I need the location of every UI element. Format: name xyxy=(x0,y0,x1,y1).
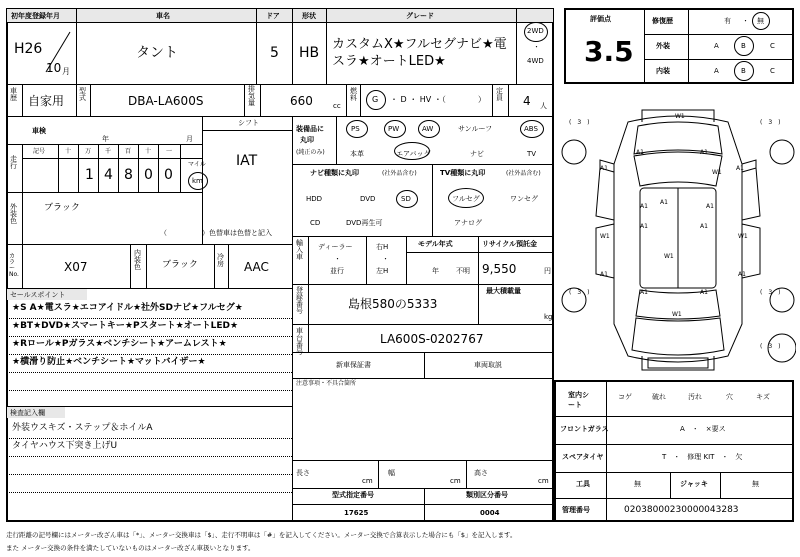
height-unit: cm xyxy=(538,477,549,485)
footer-line-1: 走行距離の記号欄にはメーター改ざん車は「*」、メーター交換車は「$」、走行不明車は「#」を記入してください。メーター交換で合算表示した場合にも「$」を記入します。 xyxy=(6,531,517,539)
odometer-label: 走行 xyxy=(10,155,17,170)
shape-label: 形状 xyxy=(302,12,316,20)
navi-sd: SD xyxy=(401,195,411,203)
repair-dot: ・ xyxy=(742,17,749,25)
model-value: DBA-LA600S xyxy=(128,94,204,108)
odo-unit-1: 十 xyxy=(65,148,72,155)
tools-value: 無 xyxy=(634,480,641,488)
tv-fullseg: フルセグ xyxy=(452,195,480,203)
color-no-label: カラーNo. xyxy=(9,253,19,278)
mark-6: A1 xyxy=(700,149,708,156)
width-unit: cm xyxy=(450,477,461,485)
grade-value: カスタムX★フルセグナビ★電スラ★オートLED★ xyxy=(332,37,507,69)
repair-yes: 有 xyxy=(724,17,731,25)
max-load-unit: kg xyxy=(544,313,553,321)
odo-digit-3: 8 xyxy=(124,167,133,183)
reg-month: 10 xyxy=(46,61,62,75)
mark-11: W1 xyxy=(738,233,748,240)
equip-leather: 本革 xyxy=(350,150,364,158)
car-name-label: 車名 xyxy=(156,12,170,20)
recycle-unit: 円 xyxy=(544,267,551,275)
equip-aw: AW xyxy=(422,125,434,133)
spare-value: T ・ 修理 KIT ・ 欠 xyxy=(662,453,743,461)
model-label: 型式 xyxy=(79,87,86,102)
handle-left: 左H xyxy=(376,267,389,275)
odo-unit-3: 千 xyxy=(105,148,112,155)
tools-label: 工具 xyxy=(576,480,590,488)
mark-1: W1 xyxy=(675,113,685,120)
drive-4wd: 4WD xyxy=(527,57,544,65)
car-damage-diagram xyxy=(560,104,796,376)
shaken-year: 年 xyxy=(102,135,109,143)
displacement-value: 660 xyxy=(290,94,313,108)
spare-label: スペアタイヤ xyxy=(562,453,604,461)
tv-sub: (社外品含む) xyxy=(506,170,541,177)
odometer-kigo: 記号 xyxy=(33,148,46,155)
exterior-a: A xyxy=(714,42,719,50)
repair-no: 無 xyxy=(757,17,764,25)
shift-label: シフト xyxy=(238,119,259,127)
type-designation-label: 型式指定番号 xyxy=(332,491,374,499)
category-label: 類別区分番号 xyxy=(466,491,508,499)
capacity-unit: 人 xyxy=(540,102,547,110)
shape-value: HB xyxy=(299,45,320,61)
navi-sub: (社外品含む) xyxy=(382,170,417,177)
shaken-label: 車検 xyxy=(32,127,46,135)
recycle-label: リサイクル預託金 xyxy=(482,240,538,248)
seat-label: 室内シート xyxy=(568,391,589,409)
interior-c: C xyxy=(770,67,775,75)
bracket-bl: ( 3 ) xyxy=(569,289,590,296)
odo-digit-2: 4 xyxy=(104,167,113,183)
usage-value: 自家用 xyxy=(28,94,65,108)
bracket-br: ( 3 ) xyxy=(760,289,781,296)
length-unit: cm xyxy=(362,477,373,485)
odo-km: km xyxy=(192,177,203,185)
drive-dot: ・ xyxy=(533,43,540,51)
equip-navi: ナビ xyxy=(470,150,484,158)
tv-analog: アナログ xyxy=(454,219,482,227)
interior-color-value: ブラック xyxy=(162,260,198,270)
warranty-manual: 車両取説 xyxy=(474,361,502,369)
type-designation-value: 17625 xyxy=(344,509,369,517)
equip-label-2: 丸印 xyxy=(300,136,314,144)
door-count: 5 xyxy=(270,45,279,61)
jack-label: ジャッキ xyxy=(680,480,708,488)
seat-yogore: 汚れ xyxy=(688,393,702,401)
shift-value: IAT xyxy=(236,153,258,169)
mark-13: A1 xyxy=(700,223,708,230)
fuel-g: G xyxy=(372,95,379,104)
color-no-value: X07 xyxy=(64,260,88,274)
footer-line-2: また メーター交換の条件を満たしていないものはメーター改ざん車扱いとなります。 xyxy=(6,544,255,552)
header-band xyxy=(7,9,553,22)
navi-dvd-play: DVD再生可 xyxy=(346,219,383,227)
odo-mile: マイル xyxy=(188,161,206,168)
seat-koge: コゲ xyxy=(618,393,632,401)
shaken-month: 月 xyxy=(186,135,193,143)
odo-unit-2: 万 xyxy=(85,148,92,155)
usage-label: 車歴 xyxy=(10,87,17,102)
displacement-label: 排気量 xyxy=(248,85,255,107)
equip-tv: TV xyxy=(527,150,537,158)
mark-2: W1 xyxy=(712,169,722,176)
tv-oneseg: ワンセグ xyxy=(510,195,538,203)
seat-ana: 穴 xyxy=(726,393,733,401)
handle-right: 右H xyxy=(376,243,389,251)
interior-a: A xyxy=(714,67,719,75)
exterior-b: B xyxy=(741,42,746,50)
sales-label: セールスポイント xyxy=(10,291,66,299)
mark-7: A1 xyxy=(660,199,668,206)
fuel-label: 燃料 xyxy=(350,87,357,102)
color-label: 外装色 xyxy=(10,203,17,225)
chassis-label: 車台番号 xyxy=(296,327,303,356)
mark-9: A1 xyxy=(706,203,714,210)
category-value: 0004 xyxy=(480,509,500,517)
import-dot: ・ xyxy=(334,255,341,263)
height-label: 高さ xyxy=(474,469,488,477)
score-value: 3.5 xyxy=(584,35,634,68)
length-label: 長さ xyxy=(296,469,310,477)
model-year-label: モデル年式 xyxy=(418,240,453,248)
car-name: タント xyxy=(136,45,178,61)
capacity-value: 4 xyxy=(523,94,531,108)
sales-line-1: ★S A★電スラ★エコアイドル★社外SDナビ★フルセグ★ xyxy=(12,303,243,313)
color-note: （ ）色替車は色替と記入 xyxy=(160,229,272,237)
mark-18: A1 xyxy=(700,289,708,296)
mark-3: A1 xyxy=(600,165,608,172)
sales-line-3: ★Rロール★Pガラス★ベンチシート★アームレスト★ xyxy=(12,339,227,349)
inspection-label: 検査記入欄 xyxy=(10,409,45,417)
inspection-line-2: タイヤハウス下突き上げU xyxy=(12,441,118,451)
color-value: ブラック xyxy=(44,203,80,213)
interior-b: B xyxy=(741,67,746,75)
navi-dvd: DVD xyxy=(360,195,376,203)
mark-15: A1 xyxy=(600,271,608,278)
equip-ps: PS xyxy=(351,125,360,133)
odo-digit-5: 0 xyxy=(164,167,173,183)
mark-8: A1 xyxy=(640,203,648,210)
mgmt-label: 管理番号 xyxy=(562,506,590,514)
month-unit: 月 xyxy=(62,67,70,76)
interior-color-label: 内装色 xyxy=(134,249,141,271)
mark-4: A1 xyxy=(736,165,744,172)
seat-kizu: キズ xyxy=(756,393,770,401)
navi-label: ナビ種類に丸印 xyxy=(310,169,359,177)
odo-unit-4: 百 xyxy=(125,148,132,155)
registration-value: 島根580の5333 xyxy=(348,297,438,311)
ac-label: 冷房 xyxy=(217,253,224,268)
navi-hdd: HDD xyxy=(306,195,323,203)
equip-airbag: エアバッグ xyxy=(396,150,431,158)
equip-sub: (純正のみ) xyxy=(296,149,325,156)
exterior-c: C xyxy=(770,42,775,50)
chassis-value: LA600S-0202767 xyxy=(380,332,484,346)
mgmt-value: 02038000230000043283 xyxy=(624,505,739,515)
repair-label: 修復歴 xyxy=(652,17,673,25)
mark-5: A1 xyxy=(636,149,644,156)
score-label: 評価点 xyxy=(590,15,611,23)
jack-value: 無 xyxy=(752,480,759,488)
seat-yabure: 破れ xyxy=(652,393,666,401)
mark-12: A1 xyxy=(640,223,648,230)
capacity-label: 定員 xyxy=(496,87,503,102)
fuel-options: ・ D ・ HV ・（ ） xyxy=(390,95,486,104)
import-parallel: 並行 xyxy=(330,267,344,275)
bracket-tr: ( 3 ) xyxy=(760,119,781,126)
odo-unit-6: 一 xyxy=(166,148,173,155)
equip-sunroof: サンルーフ xyxy=(458,125,493,133)
import-dealer: ディーラー xyxy=(318,243,353,251)
model-year-year: 年 xyxy=(432,267,439,275)
reg-date-label: 初年度登録年月 xyxy=(11,12,60,20)
sales-line-4: ★横滑り防止★ベンチシート★マットバイザー★ xyxy=(12,357,206,367)
odo-unit-5: 十 xyxy=(145,148,152,155)
equip-pw: PW xyxy=(388,125,400,133)
width-label: 幅 xyxy=(388,469,395,477)
registration-label: 登録番号 xyxy=(296,286,303,315)
reg-era: H26 xyxy=(14,41,43,57)
mark-16: A1 xyxy=(738,271,746,278)
interior-grade-label: 内装 xyxy=(656,67,670,75)
mark-17: A1 xyxy=(640,289,648,296)
bracket-tl: ( 3 ) xyxy=(569,119,590,126)
equip-label-1: 装備品に xyxy=(296,125,324,133)
import-label: 輸入車 xyxy=(296,239,303,261)
inspection-line-1: 外装ウスキズ・ステップ＆ホイルA xyxy=(12,423,153,433)
recycle-value: 9,550 xyxy=(482,262,517,276)
notes-label: 注意事項・不具合箇所 xyxy=(296,380,357,387)
navi-cd: CD xyxy=(310,219,321,227)
odo-digit-4: 0 xyxy=(144,167,153,183)
grade-label: グレード xyxy=(406,12,434,20)
model-year-unknown: 不明 xyxy=(456,267,470,275)
exterior-label: 外装 xyxy=(656,42,670,50)
mark-19: W1 xyxy=(672,311,682,318)
handle-dot: ・ xyxy=(382,255,389,263)
ac-value: AAC xyxy=(244,260,269,274)
glass-value: A ・ ×要ス xyxy=(680,425,726,433)
bracket-spare: ( 3 ) xyxy=(760,343,781,350)
drive-2wd: 2WD xyxy=(527,27,544,35)
tv-label: TV種類に丸印 xyxy=(440,169,486,177)
mark-10: W1 xyxy=(600,233,610,240)
max-load-label: 最大積載量 xyxy=(486,287,521,295)
equip-abs: ABS xyxy=(524,125,538,133)
cc-unit: cc xyxy=(333,102,341,110)
odo-digit-1: 1 xyxy=(85,167,94,183)
door-label: ドア xyxy=(266,12,280,20)
warranty-new-car: 新車保証書 xyxy=(336,361,371,369)
glass-label: フロントガラス xyxy=(560,425,609,433)
sales-line-2: ★BT★DVD★スマートキー★Pスタート★オートLED★ xyxy=(12,321,239,331)
mark-14: W1 xyxy=(664,253,674,260)
